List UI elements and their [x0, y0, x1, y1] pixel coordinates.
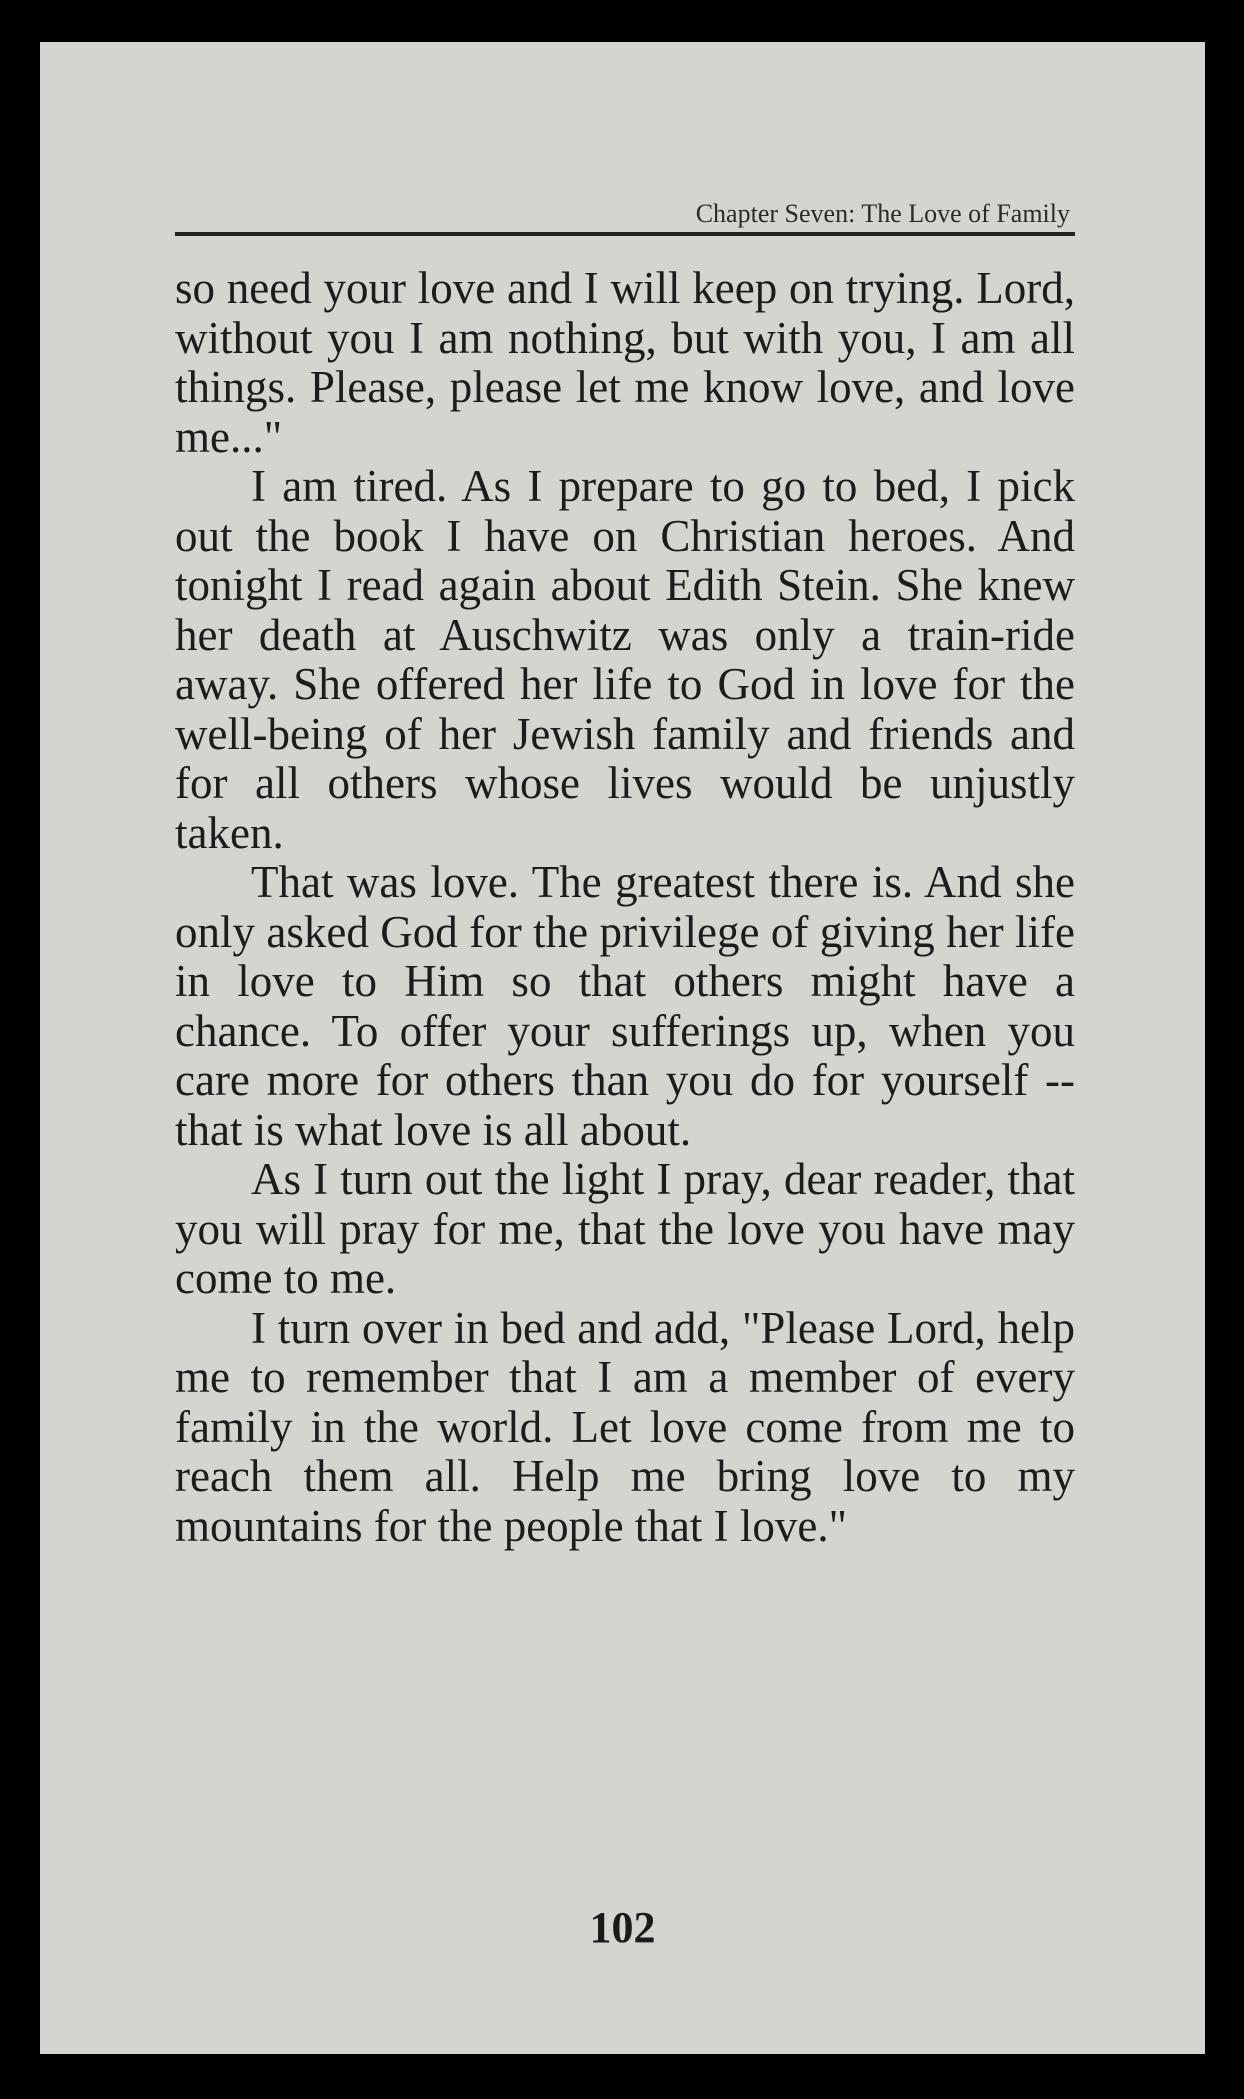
paragraph: I turn over in bed and add, "Please Lord, help me to remember that I am a member of every family in the world. Let love come from me to reach them all. Help me bring love to my mountains for the people that I love."	[175, 1302, 1075, 1551]
running-head-text: Chapter Seven: The Love of Family	[695, 199, 1070, 228]
paragraph: so need your love and I will keep on trying. Lord, without you I am nothing, but with you, I am all things. Please, please let me know love, and love me..."	[175, 263, 1075, 462]
paragraph: As I turn out the light I pray, dear reader, that you will pray for me, that the love you have may come to me.	[175, 1154, 1075, 1303]
paragraph: I am tired. As I prepare to go to bed, I pick out the book I have on Christian heroes. And tonight I read again about Edith Stein. She knew her death at Auschwitz was only a train-ride away. She offered her life to God in love for the well-being of her Jewish family and friends and for all others whose lives would be unjustly taken.	[175, 461, 1075, 858]
book-page	[40, 42, 1205, 2054]
running-head	[175, 152, 1075, 236]
page-number: 102	[589, 1903, 656, 1952]
body-text	[175, 264, 1075, 1551]
paragraph: That was love. The greatest there is. And she only asked God for the privilege of giving her life in love to Him so that others might have a chance. To offer your sufferings up, when you care more for others than you do for yourself -- that is what love is all about.	[175, 857, 1075, 1155]
